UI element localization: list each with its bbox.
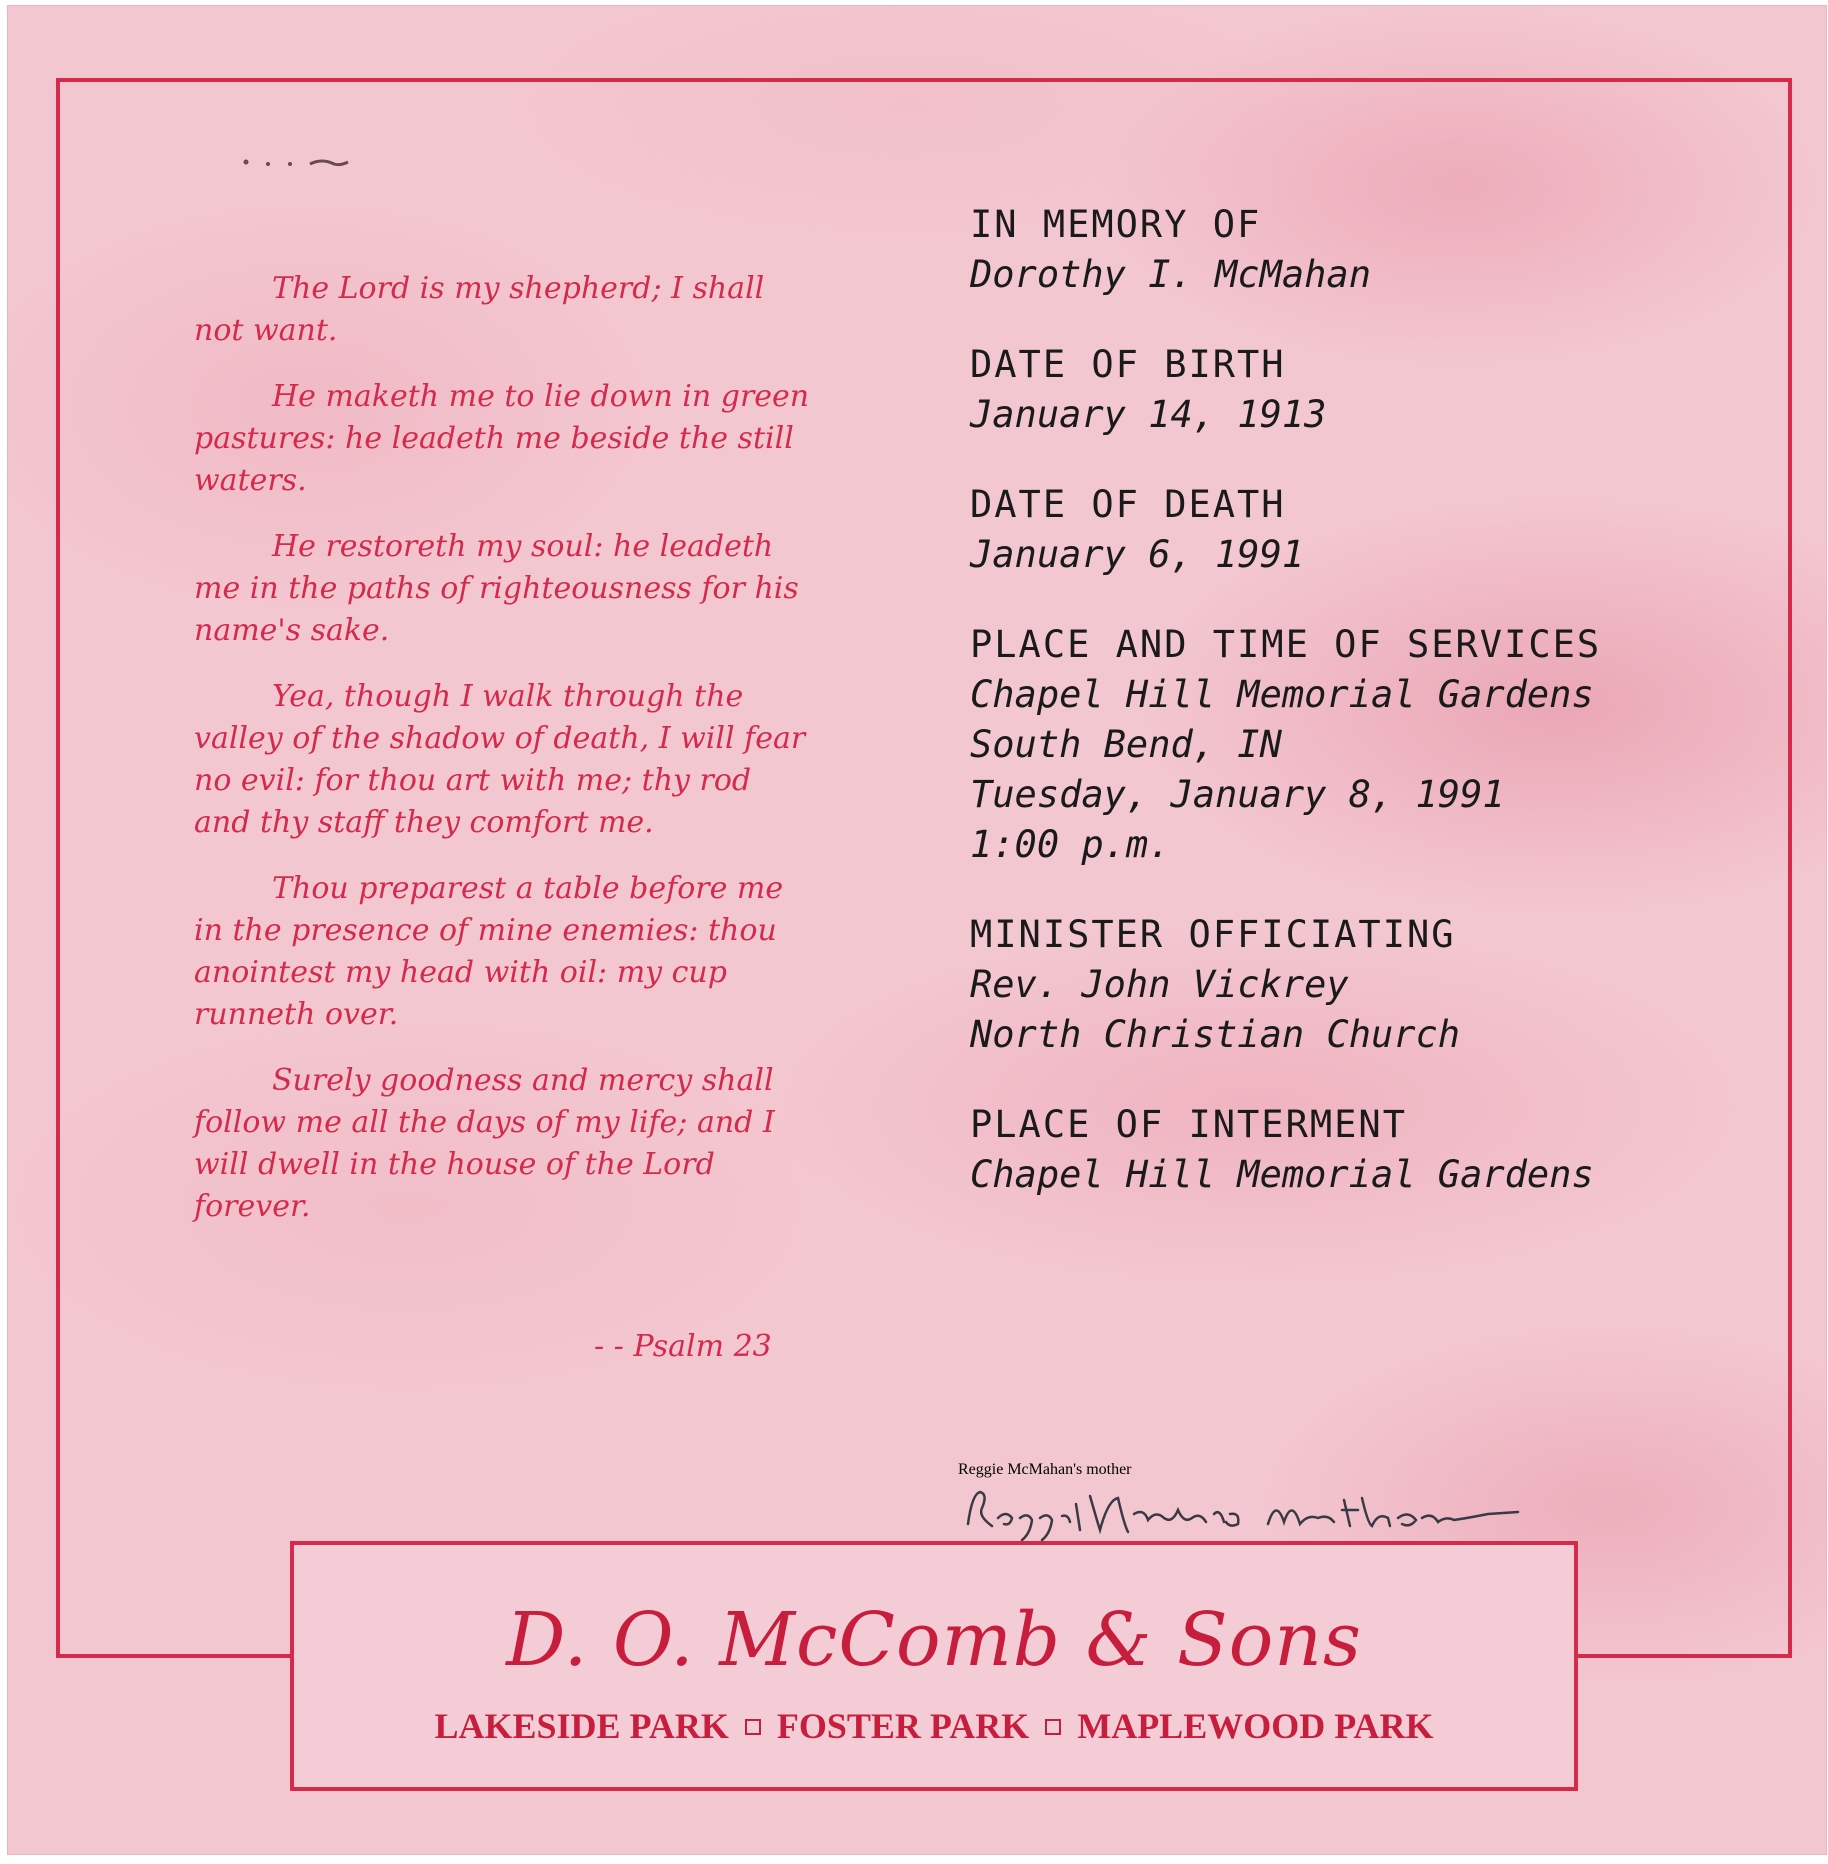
psalm-citation: - - Psalm 23 <box>594 1329 772 1364</box>
minister-section <box>970 910 1790 1060</box>
birth-section <box>970 340 1790 440</box>
services-label: PLACE AND TIME OF SERVICES <box>970 623 1602 666</box>
services-place: Chapel Hill Memorial Gardens <box>970 673 1594 716</box>
services-time: 1:00 p.m. <box>970 823 1171 866</box>
funeral-home-name: D. O. McComb & Sons <box>506 1597 1362 1683</box>
square-separator-icon <box>1045 1719 1061 1735</box>
birth-date: January 14, 1913 <box>970 393 1327 436</box>
location-lakeside: LAKESIDE PARK <box>434 1706 729 1746</box>
handwritten-note-text: Reggie McMahan's mother <box>958 1461 1132 1478</box>
minister-church: North Christian Church <box>970 1013 1461 1056</box>
birth-label: DATE OF BIRTH <box>970 343 1286 386</box>
psalm-verse: He restoreth my soul: he leadeth me in the paths of righteousness for his name's sake. <box>194 529 799 648</box>
psalm-text <box>194 268 814 1252</box>
svg-text:Reggie McMahan's mother <box>958 1461 1132 1478</box>
psalm-verse: He maketh me to lie down in green pastures: he leadeth me beside the still waters. <box>194 379 810 498</box>
services-section <box>970 620 1790 870</box>
psalm-verse: Surely goodness and mercy shall follow me all the days of my life; and I will dwell in the house of the Lord forever. <box>194 1063 775 1224</box>
decorative-dots <box>238 154 388 174</box>
location-maplewood: MAPLEWOOD PARK <box>1077 1706 1434 1746</box>
deceased-name: Dorothy I. McMahan <box>970 253 1371 296</box>
psalm-verse: The Lord is my shepherd; I shall not want. <box>194 271 765 348</box>
death-label: DATE OF DEATH <box>970 483 1286 526</box>
in-memory-label: IN MEMORY OF <box>970 203 1262 246</box>
square-separator-icon <box>745 1719 761 1735</box>
funeral-home-locations <box>294 1705 1574 1747</box>
death-section <box>970 480 1790 580</box>
psalm-verse: Thou preparest a table before me in the presence of mine enemies: thou anointest my head with oil: my cup runneth over. <box>194 871 784 1032</box>
services-city: South Bend, IN <box>970 723 1282 766</box>
death-date: January 6, 1991 <box>970 533 1305 576</box>
in-memory-section <box>970 200 1790 300</box>
psalm-verse: Yea, though I walk through the valley of the shadow of death, I will fear no evil: for thou art with me; thy rod and thy staff they comfort me. <box>194 679 806 840</box>
services-date: Tuesday, January 8, 1991 <box>970 773 1505 816</box>
handwritten-note <box>958 1461 1538 1544</box>
interment-label: PLACE OF INTERMENT <box>970 1103 1407 1146</box>
memorial-card <box>8 6 1826 1854</box>
minister-name: Rev. John Vickrey <box>970 963 1349 1006</box>
interment-place: Chapel Hill Memorial Gardens <box>970 1153 1594 1196</box>
funeral-home-box <box>290 1541 1578 1791</box>
minister-label: MINISTER OFFICIATING <box>970 913 1456 956</box>
memorial-details <box>970 200 1790 1240</box>
interment-section <box>970 1100 1790 1200</box>
location-foster: FOSTER PARK <box>776 1706 1030 1746</box>
